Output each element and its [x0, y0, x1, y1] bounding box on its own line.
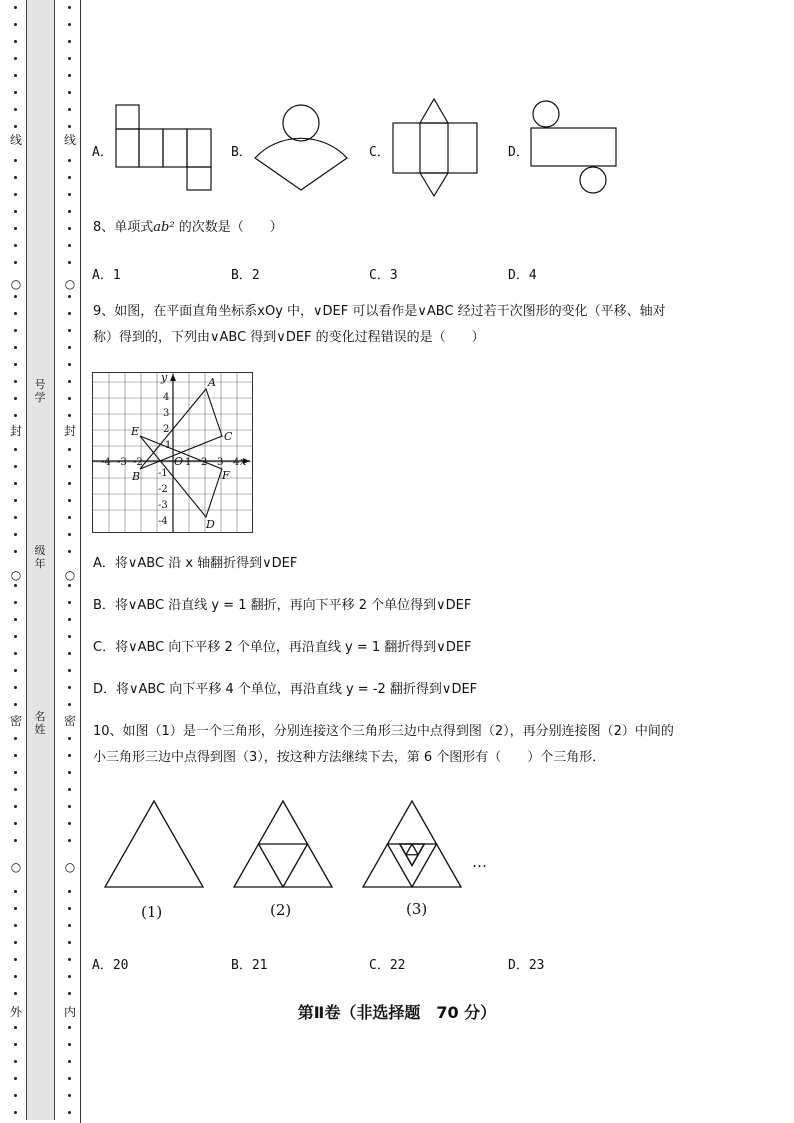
- binding-dot: [14, 839, 17, 842]
- binding-dot: [14, 465, 17, 468]
- binding-dot: [14, 958, 17, 961]
- x-tick-label: -2: [133, 457, 143, 468]
- triangle-def: [140, 436, 222, 517]
- binding-dot: [14, 397, 17, 400]
- binding-dot: [14, 363, 17, 366]
- point-label-a: A: [208, 376, 216, 389]
- binding-dot: [14, 448, 17, 451]
- binding-dot: [14, 754, 17, 757]
- binding-dot: [14, 414, 17, 417]
- binding-dot: [68, 839, 71, 842]
- binding-dot: [14, 584, 17, 587]
- binding-dot: [68, 652, 71, 655]
- binding-dot: [68, 924, 71, 927]
- q8-option-b: B．2: [231, 268, 260, 283]
- q9-stem-line2: 称）得到的，下列由∨ABC 得到∨DEF 的变化过程错误的是（ ）: [93, 330, 485, 345]
- x-tick-label: 2: [201, 457, 208, 468]
- binding-dot: [68, 6, 71, 9]
- binding-dot: [14, 482, 17, 485]
- y-tick-label: 4: [163, 392, 170, 403]
- figure-3-triangles: [363, 801, 461, 887]
- q10-option-c: C．22: [369, 958, 406, 973]
- binding-dot: [68, 499, 71, 502]
- figure-caption: (1): [141, 903, 163, 921]
- q10-option-a: A．20: [92, 958, 129, 973]
- binding-dot: [68, 1026, 71, 1029]
- binding-dot: [68, 346, 71, 349]
- binding-dot: [68, 312, 71, 315]
- binding-dot: [68, 482, 71, 485]
- binding-dot: [68, 261, 71, 264]
- x-tick-label: 4: [233, 457, 240, 468]
- binding-dot: [14, 805, 17, 808]
- binding-dot: [14, 703, 17, 706]
- binding-dot: [14, 6, 17, 9]
- binding-dot: [68, 1111, 71, 1114]
- y-tick-label: -1: [158, 468, 168, 479]
- point-label-f: F: [222, 469, 230, 482]
- binding-dot: [14, 669, 17, 672]
- binding-dot: [14, 737, 17, 740]
- y-tick-label: 1: [165, 440, 172, 451]
- inner-mark-circle: ○: [64, 277, 76, 291]
- binding-dot: [14, 244, 17, 247]
- q10-option-d: D．23: [508, 958, 545, 973]
- inner-mark-feng: 封: [63, 424, 76, 438]
- binding-dot: [68, 635, 71, 638]
- outer-mark-wai: 外: [9, 1005, 22, 1019]
- q7-option-d-label: D．: [508, 145, 529, 160]
- binding-dot: [14, 890, 17, 893]
- outer-mark-xian: 线: [9, 133, 22, 147]
- binding-dot: [68, 618, 71, 621]
- figure-caption: (2): [270, 901, 292, 919]
- q8-option-c: C．3: [369, 268, 398, 283]
- binding-dot: [68, 992, 71, 995]
- inner-mark-mi: 密: [63, 714, 76, 728]
- inner-mark-circle: ○: [64, 860, 76, 874]
- binding-dot: [68, 788, 71, 791]
- q7-net-a: [116, 105, 211, 190]
- x-tick-label: -3: [117, 457, 127, 468]
- q7-option-a-label: A．: [92, 145, 113, 160]
- binding-dot: [68, 890, 71, 893]
- y-tick-label: -4: [158, 516, 168, 527]
- binding-dot: [68, 1043, 71, 1046]
- binding-dot: [68, 754, 71, 757]
- binding-dot: [14, 686, 17, 689]
- binding-dot: [14, 533, 17, 536]
- binding-dot: [68, 975, 71, 978]
- binding-dot: [68, 703, 71, 706]
- binding-dot: [14, 652, 17, 655]
- grid: [92, 372, 252, 532]
- binding-dot: [14, 74, 17, 77]
- q10-stem-line2: 小三角形三边中点得到图（3），按这种方法继续下去，第 6 个图形有（ ）个三角形．: [93, 750, 606, 765]
- binding-dot: [14, 975, 17, 978]
- binding-dot: [68, 822, 71, 825]
- q8-stem-post: 的次数是（ ）: [174, 220, 283, 235]
- binding-dot: [14, 210, 17, 213]
- binding-dot: [68, 227, 71, 230]
- y-tick-label: -2: [158, 484, 168, 495]
- binding-dot: [68, 74, 71, 77]
- y-tick-label: 3: [163, 408, 170, 419]
- inner-mark-nei: 内: [63, 1005, 76, 1019]
- binding-dot: [14, 312, 17, 315]
- q9-option-a: A．将∨ABC 沿 x 轴翻折得到∨DEF: [93, 556, 298, 571]
- outer-mark-circle: ○: [10, 860, 22, 874]
- binding-dot: [68, 295, 71, 298]
- binding-dot: [68, 57, 71, 60]
- binding-dot: [14, 1111, 17, 1114]
- q9-option-b: B．将∨ABC 沿直线 y = 1 翻折，再向下平移 2 个单位得到∨DEF: [93, 598, 472, 613]
- q7-option-b-label: B．: [231, 145, 252, 160]
- point-label-b: B: [132, 470, 141, 483]
- binding-dot: [68, 601, 71, 604]
- binding-dot: [14, 346, 17, 349]
- binding-dot: [14, 992, 17, 995]
- q9-option-c: C．将∨ABC 向下平移 2 个单位，再沿直线 y = 1 翻折得到∨DEF: [93, 640, 472, 655]
- q8-option-d: D．4: [508, 268, 537, 283]
- y-axis-label: y: [161, 372, 168, 384]
- binding-dot: [14, 516, 17, 519]
- field-name: 名姓: [34, 710, 46, 736]
- binding-dot: [14, 1043, 17, 1046]
- binding-dot: [14, 822, 17, 825]
- binding-dot: [14, 23, 17, 26]
- inner-mark-xian: 线: [63, 133, 76, 147]
- binding-dot: [68, 533, 71, 536]
- origin-label: O: [174, 455, 184, 468]
- binding-dot: [68, 941, 71, 944]
- binding-dot: [68, 465, 71, 468]
- q10-triangle-figures: [95, 795, 515, 925]
- binding-dot: [14, 550, 17, 553]
- figure-1-triangle: [105, 801, 203, 887]
- x-tick-label: 3: [217, 457, 224, 468]
- binding-dot: [68, 1077, 71, 1080]
- binding-dot: [14, 40, 17, 43]
- binding-dot: [68, 397, 71, 400]
- binding-dot: [14, 635, 17, 638]
- binding-dot: [68, 550, 71, 553]
- binding-dot: [14, 1060, 17, 1063]
- x-axis-label: x: [240, 455, 247, 468]
- binding-dot: [14, 1094, 17, 1097]
- binding-dot: [14, 227, 17, 230]
- q8-stem: [93, 215, 773, 241]
- x-tick-label: 1: [185, 457, 192, 468]
- q7-figures: [0, 90, 640, 205]
- q8-monomial: ab²: [153, 220, 175, 235]
- ellipsis: …: [472, 853, 487, 871]
- inner-mark-circle: ○: [64, 568, 76, 582]
- binding-dot: [14, 57, 17, 60]
- binding-dot: [14, 924, 17, 927]
- point-label-d: D: [206, 518, 215, 531]
- binding-dot: [68, 1060, 71, 1063]
- point-label-c: C: [224, 430, 233, 443]
- binding-dot: [14, 1077, 17, 1080]
- q8-option-a: A．1: [92, 268, 121, 283]
- figure-caption: (3): [406, 900, 428, 918]
- binding-dot: [68, 363, 71, 366]
- binding-dot: [68, 448, 71, 451]
- point-label-e: E: [131, 425, 140, 438]
- binding-dot: [14, 618, 17, 621]
- q8-stem-pre: 8、单项式: [93, 220, 154, 235]
- binding-dot: [68, 907, 71, 910]
- binding-dot: [68, 23, 71, 26]
- x-tick-label: -4: [101, 457, 111, 468]
- y-tick-label: 2: [163, 424, 170, 435]
- binding-dot: [68, 244, 71, 247]
- y-axis-arrow: [170, 374, 176, 381]
- q7-net-c: [393, 99, 477, 196]
- binding-dot: [14, 295, 17, 298]
- binding-dot: [14, 601, 17, 604]
- field-student-number: 号学: [34, 378, 46, 404]
- binding-dot: [14, 499, 17, 502]
- q10-stem-line1: 10、如图（1）是一个三角形，分别连接这个三角形三边中点得到图（2），再分别连接图（2）中间的: [93, 724, 674, 739]
- binding-dot: [68, 516, 71, 519]
- binding-dot: [14, 329, 17, 332]
- binding-dot: [14, 1026, 17, 1029]
- q9-stem-line1: 9、如图，在平面直角坐标系xOy 中，∨DEF 可以看作是∨ABC 经过若干次图形的变化（平移、轴对: [93, 304, 666, 319]
- binding-dot: [68, 805, 71, 808]
- outer-mark-circle: ○: [10, 277, 22, 291]
- field-grade: 级年: [34, 544, 46, 570]
- q10-option-b: B．21: [231, 958, 268, 973]
- binding-dot: [68, 737, 71, 740]
- binding-dot: [14, 380, 17, 383]
- q9-coordinate-figure: [92, 372, 254, 534]
- binding-dot: [68, 584, 71, 587]
- binding-dot: [14, 941, 17, 944]
- binding-dot: [68, 210, 71, 213]
- q7-net-d: [531, 101, 616, 193]
- binding-dot: [68, 329, 71, 332]
- binding-dot: [68, 40, 71, 43]
- binding-dot: [68, 380, 71, 383]
- q9-option-d: D．将∨ABC 向下平移 4 个单位，再沿直线 y = -2 翻折得到∨DEF: [93, 682, 478, 697]
- outer-mark-mi: 密: [9, 714, 22, 728]
- figure-2-triangles: [234, 801, 332, 887]
- outer-mark-feng: 封: [9, 424, 22, 438]
- binding-dot: [68, 686, 71, 689]
- y-tick-label: -3: [158, 500, 168, 511]
- outer-mark-circle: ○: [10, 568, 22, 582]
- binding-dot: [14, 771, 17, 774]
- binding-dot: [68, 414, 71, 417]
- binding-dot: [14, 261, 17, 264]
- binding-dot: [68, 669, 71, 672]
- binding-dot: [68, 771, 71, 774]
- binding-dot: [68, 1094, 71, 1097]
- binding-dot: [68, 958, 71, 961]
- q7-option-c-label: C．: [369, 145, 390, 160]
- section-title: 第Ⅱ卷（非选择题 70 分）: [297, 1003, 497, 1022]
- binding-dot: [14, 788, 17, 791]
- binding-dot: [14, 907, 17, 910]
- q7-net-b: [255, 105, 347, 190]
